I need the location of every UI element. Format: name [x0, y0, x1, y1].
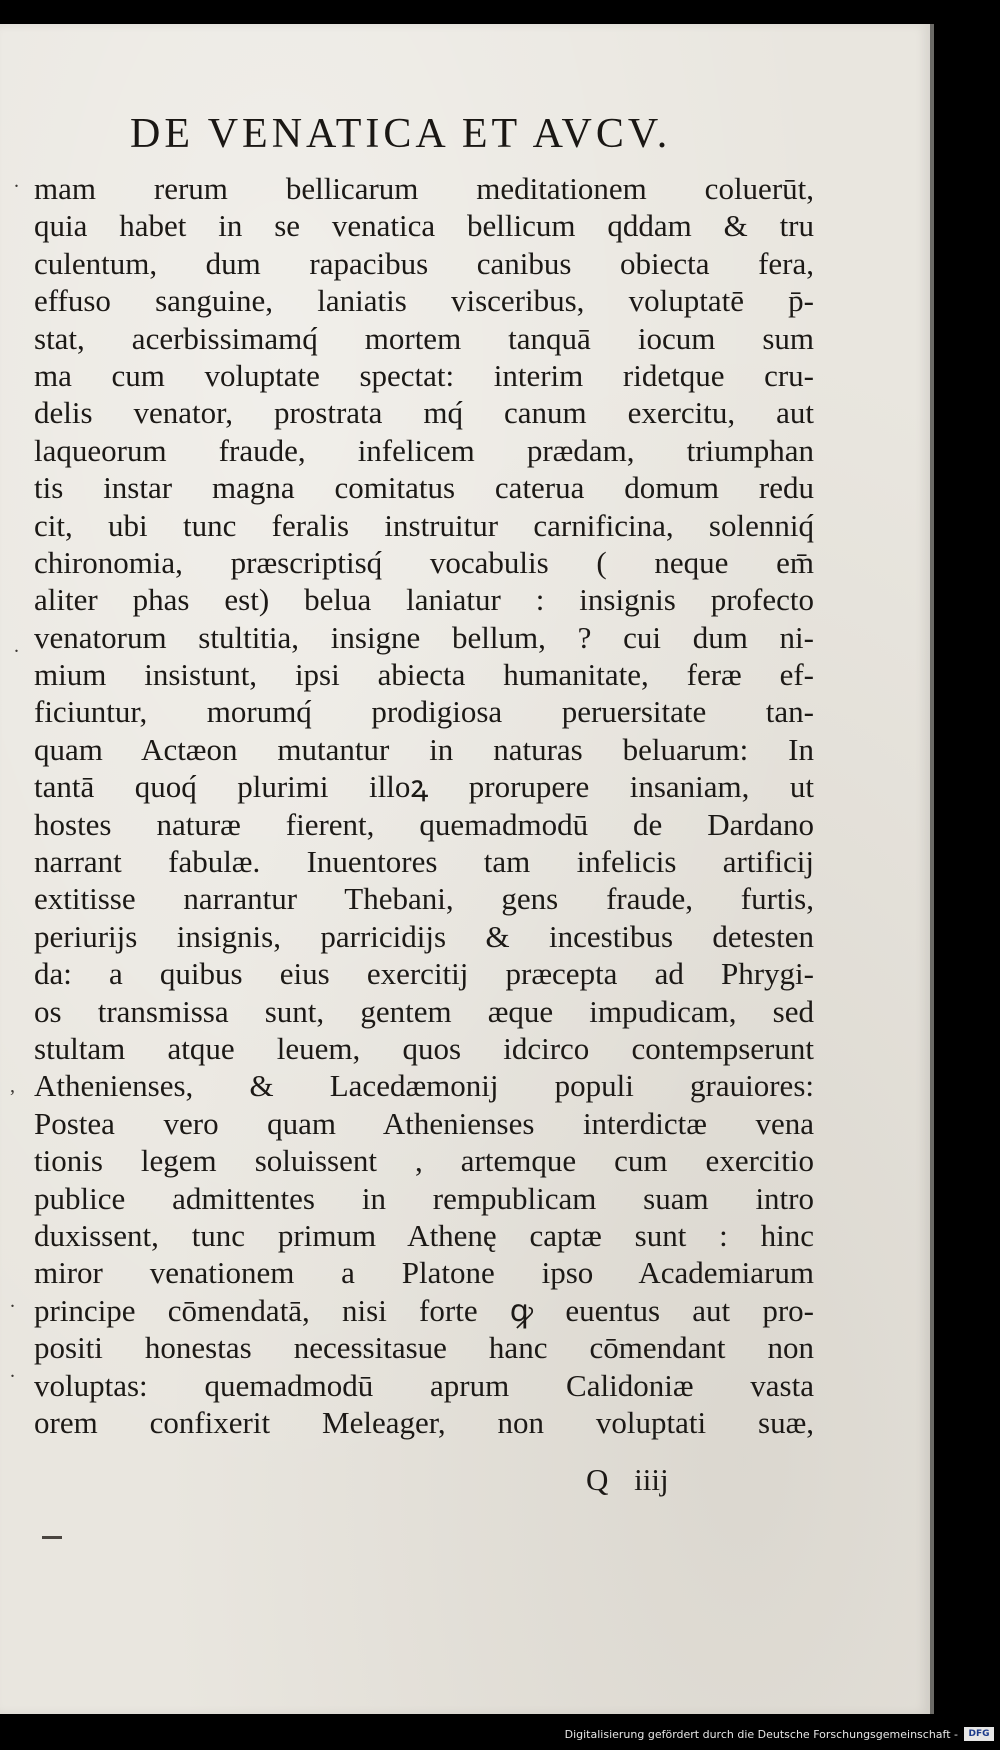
text-line: orem confixerit Meleager, non voluptati suæ,: [34, 1404, 814, 1440]
text-line: laqueorum fraude, infelicem prædam, triumphan: [34, 432, 814, 468]
signature-mark: Q iiij: [586, 1462, 669, 1497]
text-line: Postea vero quam Athenienses interdictæ vena: [34, 1105, 814, 1141]
text-line: mam rerum bellicarum meditationem coluerūt,: [34, 171, 814, 206]
body-text: [34, 170, 814, 1441]
text-line: quia habet in se venatica bellicum qddam & tru: [34, 208, 814, 244]
margin-mark: .: [14, 635, 19, 657]
text-line: quam Actæon mutantur in naturas beluarum: In: [34, 731, 814, 767]
text-line: principe cōmendatā, nisi forte ꝙ euentus aut pro-: [34, 1292, 814, 1328]
text-line: extitisse narrantur Thebani, gens fraude, furtis,: [34, 881, 814, 917]
text-line: periurijs insignis, parricidijs & incestibus detesten: [34, 918, 814, 954]
text-line: aliter phas est) belua laniatur : insignis profecto: [34, 582, 814, 618]
margin-dash: [42, 1536, 62, 1539]
text-line: tis instar magna comitatus caterua domum redu: [34, 470, 814, 506]
page-edge: [930, 24, 934, 1714]
text-line: venatorum stultitia, insigne bellum, ? cui dum ni-: [34, 619, 814, 655]
text-line: os transmissa sunt, gentem æque impudicam, sed: [34, 993, 814, 1029]
margin-mark: .: [10, 1360, 15, 1382]
margin-mark: ,: [10, 1075, 15, 1097]
dfg-logo: DFG: [964, 1727, 994, 1741]
text-line: miror venationem a Platone ipso Academiarum: [34, 1255, 814, 1291]
text-line: positi honestas necessitasue hanc cōmendant non: [34, 1330, 814, 1366]
text-line: culentum, dum rapacibus canibus obiecta fera,: [34, 245, 814, 281]
text-line: chironomia, præscriptisq́ vocabulis ( neque em̄: [34, 544, 814, 580]
text-line: delis venator, prostrata mq́ canum exercitu, aut: [34, 395, 814, 431]
footer-bar: [0, 1722, 1000, 1750]
text-line: ma cum voluptate spectat: interim ridetque cru-: [34, 357, 814, 393]
text-line: da: a quibus eius exercitij præcepta ad Phrygi-: [34, 956, 814, 992]
text-line: narrant fabulæ. Inuentores tam infelicis artificij: [34, 844, 814, 880]
running-head: DE VENATICA ET AVCV.: [130, 111, 672, 157]
text-line: duxissent, tunc primum Athenę captæ sunt : hinc: [34, 1217, 814, 1253]
text-line: ficiuntur, morumq́ prodigiosa peruersitate tan-: [34, 694, 814, 730]
text-line: stat, acerbissimamq́ mortem tanquā iocum sum: [34, 320, 814, 356]
margin-mark: .: [10, 1290, 15, 1312]
funding-credit: Digitalisierung gefördert durch die Deutsche Forschungsgemeinschaft -: [564, 1728, 958, 1741]
text-line: publice admittentes in rempublicam suam intro: [34, 1180, 814, 1216]
text-line: mium insistunt, ipsi abiecta humanitate, feræ ef-: [34, 657, 814, 693]
text-line: cit, ubi tunc feralis instruitur carnificina, solenniq́: [34, 507, 814, 543]
text-line: hostes naturæ fierent, quemadmodū de Dardano: [34, 806, 814, 842]
text-line: voluptas: quemadmodū aprum Calidoniæ vasta: [34, 1367, 814, 1403]
text-line: Athenienses, & Lacedæmonij populi grauiores:: [34, 1068, 814, 1104]
text-line: tionis legem soluissent , artemque cum exercitio: [34, 1143, 814, 1179]
text-line: tantā quoq́ plurimi illoꝝ prorupere insaniam, ut: [34, 769, 814, 805]
margin-mark: .: [14, 170, 19, 192]
text-line: stultam atque leuem, quos idcirco contempserunt: [34, 1030, 814, 1066]
text-line: effuso sanguine, laniatis visceribus, voluptatē p̄-: [34, 283, 814, 319]
